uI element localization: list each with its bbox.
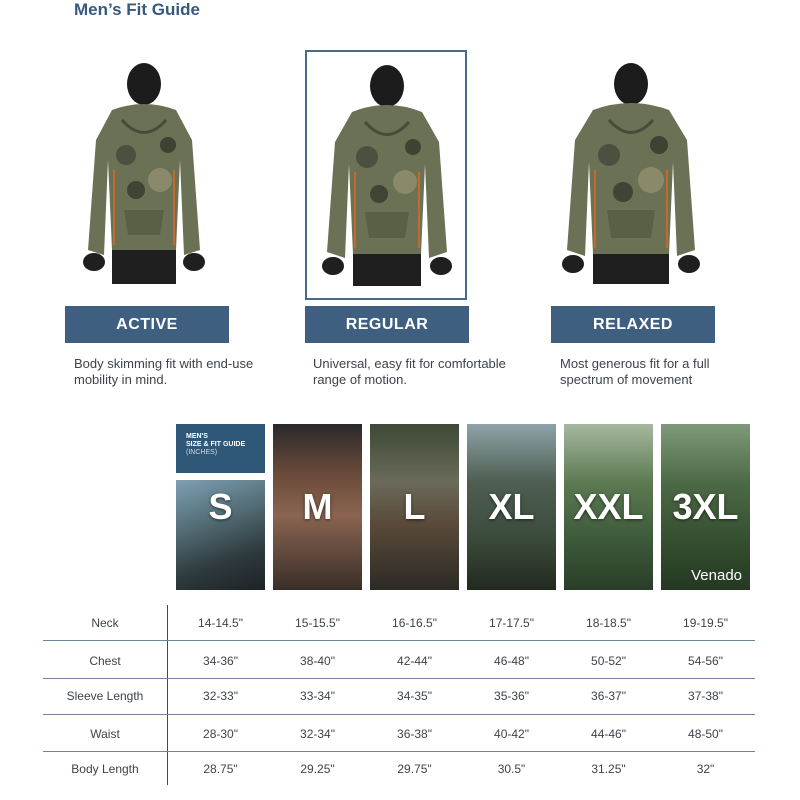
fit-description-regular: Universal, easy fit for comfortable range of motion.	[313, 356, 506, 387]
table-cell: 29.25"	[300, 762, 335, 776]
table-cell: 36-38"	[397, 727, 432, 741]
size-photo-l	[370, 424, 459, 590]
fit-illustration-regular[interactable]	[305, 50, 467, 300]
size-label-l: L	[403, 486, 426, 527]
table-cell: 40-42"	[494, 727, 529, 741]
size-photo-xxl	[564, 424, 653, 590]
table-cell: 38-40"	[300, 654, 335, 668]
fit-description-relaxed: Most generous fit for a full spectrum of movement	[560, 356, 710, 387]
size-label-m: M	[302, 486, 333, 527]
size-label-s: S	[208, 486, 233, 527]
table-cell: 15-15.5"	[295, 616, 340, 630]
fit-label-relaxed[interactable]: RELAXED	[551, 306, 715, 343]
table-cell: 35-36"	[494, 689, 529, 703]
size-photo-3xl	[661, 424, 750, 590]
hoodie-illustration-regular	[307, 52, 469, 302]
table-divider	[43, 714, 755, 715]
page-title: Men’s Fit Guide	[74, 0, 200, 19]
table-cell: 42-44"	[397, 654, 432, 668]
size-guide-header-line3: (INCHES)	[186, 449, 218, 456]
table-cell: 31.25"	[591, 762, 626, 776]
row-label-body-length: Body Length	[71, 762, 139, 776]
table-cell: 17-17.5"	[489, 616, 534, 630]
table-cell: 32-33"	[203, 689, 238, 703]
table-cell: 14-14.5"	[198, 616, 243, 630]
brand-logo: Venado	[691, 567, 742, 584]
table-cell: 16-16.5"	[392, 616, 437, 630]
row-label-chest: Chest	[89, 654, 121, 668]
table-cell: 46-48"	[494, 654, 529, 668]
row-label-neck: Neck	[91, 616, 119, 630]
size-photo-xl	[467, 424, 556, 590]
table-cell: 34-35"	[397, 689, 432, 703]
table-cell: 28.75"	[203, 762, 238, 776]
table-cell: 32-34"	[300, 727, 335, 741]
size-photo-m	[273, 424, 362, 590]
size-photo-s	[176, 480, 265, 590]
table-cell: 50-52"	[591, 654, 626, 668]
table-divider-vertical	[167, 605, 168, 785]
size-label-xl: XL	[488, 486, 535, 527]
fit-illustration-relaxed[interactable]	[551, 50, 713, 300]
fit-label-active[interactable]: ACTIVE	[65, 306, 229, 343]
table-cell: 28-30"	[203, 727, 238, 741]
size-label-3xl: 3XL	[672, 486, 739, 527]
table-cell: 32"	[696, 762, 715, 776]
size-label-xxl: XXL	[573, 486, 644, 527]
fit-label-regular[interactable]: REGULAR	[305, 306, 469, 343]
hoodie-illustration-relaxed	[551, 50, 713, 300]
size-guide-header	[176, 424, 265, 473]
fit-description-active: Body skimming fit with end-use mobility in mind.	[74, 356, 254, 387]
row-label-sleeve-length: Sleeve Length	[66, 689, 144, 703]
table-cell: 30.5"	[497, 762, 526, 776]
table-divider	[43, 751, 755, 752]
table-divider	[43, 678, 755, 679]
table-cell: 19-19.5"	[683, 616, 728, 630]
table-cell: 34-36"	[203, 654, 238, 668]
table-cell: 33-34"	[300, 689, 335, 703]
hoodie-illustration-active	[64, 50, 226, 300]
table-cell: 44-46"	[591, 727, 626, 741]
size-guide-header-line2: SIZE & FIT GUIDE	[186, 441, 246, 448]
table-divider	[43, 640, 755, 641]
table-cell: 18-18.5"	[586, 616, 631, 630]
table-cell: 48-50"	[688, 727, 723, 741]
table-cell: 37-38"	[688, 689, 723, 703]
table-cell: 54-56"	[688, 654, 723, 668]
row-label-waist: Waist	[90, 727, 120, 741]
table-cell: 36-37"	[591, 689, 626, 703]
size-guide-header-line1: MEN'S	[186, 433, 208, 440]
table-cell: 29.75"	[397, 762, 432, 776]
fit-illustration-active[interactable]	[64, 50, 226, 300]
